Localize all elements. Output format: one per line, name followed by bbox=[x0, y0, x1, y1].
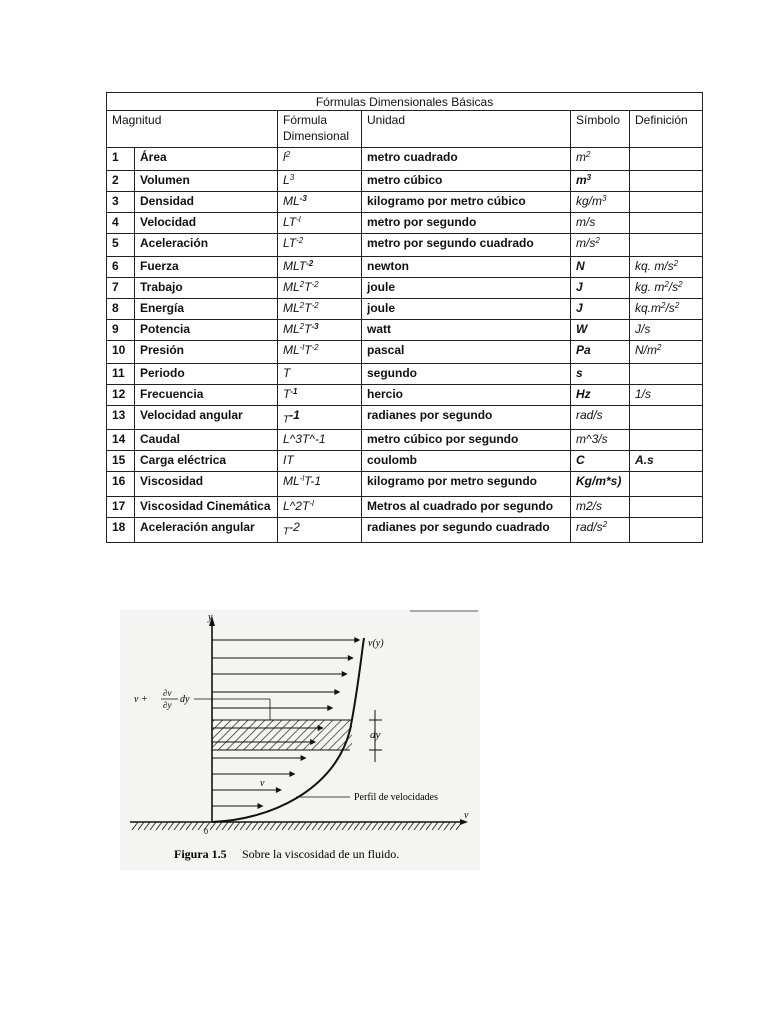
formula-cell: $T^{-1}$ bbox=[278, 385, 362, 406]
simbolo-cell: $m/s^2$ bbox=[571, 234, 630, 257]
simbolo-cell: rad/$s^2$ bbox=[571, 518, 630, 542]
table-row bbox=[107, 406, 703, 430]
formula-cell: $LT^{-l}$ bbox=[278, 213, 362, 234]
magnitud-cell: Densidad bbox=[135, 192, 278, 213]
unidad-cell: segundo bbox=[362, 364, 571, 385]
unidad-cell: joule bbox=[362, 299, 571, 320]
unidad-cell: metro cúbico por segundo bbox=[362, 430, 571, 451]
definicion-cell bbox=[630, 518, 703, 542]
unidad-cell: coulomb bbox=[362, 451, 571, 472]
simbolo-cell: N bbox=[571, 257, 630, 278]
formula-cell: $ML^2T^{-3}$ bbox=[278, 320, 362, 341]
table-row bbox=[107, 278, 703, 299]
magnitud-cell: Frecuencia bbox=[135, 385, 278, 406]
magnitud-cell: Viscosidad bbox=[135, 472, 278, 497]
definicion-cell bbox=[630, 497, 703, 518]
formula-cell: L^3T^-1 bbox=[278, 430, 362, 451]
magnitud-cell: Aceleración bbox=[135, 234, 278, 257]
curve-label: v(y) bbox=[368, 638, 384, 649]
definicion-cell bbox=[630, 364, 703, 385]
formula-cell: $ML^2T^{-2}$ bbox=[278, 278, 362, 299]
row-number-cell: 5 bbox=[107, 234, 135, 257]
definicion-cell: A.s bbox=[630, 451, 703, 472]
v-label: v bbox=[260, 778, 265, 789]
table-caption-row bbox=[107, 93, 703, 111]
simbolo-cell: s bbox=[571, 364, 630, 385]
row-number-cell: 9 bbox=[107, 320, 135, 341]
formula-cell: IT bbox=[278, 451, 362, 472]
unidad-cell: metro cuadrado bbox=[362, 148, 571, 171]
definicion-cell: kq. $m/s^2$ bbox=[630, 257, 703, 278]
row-number-cell: 18 bbox=[107, 518, 135, 542]
header-unidad: Unidad bbox=[362, 111, 571, 148]
formula-cell: $MLT^{-2}$ bbox=[278, 257, 362, 278]
table-row bbox=[107, 299, 703, 320]
simbolo-cell: C bbox=[571, 451, 630, 472]
simbolo-cell: J bbox=[571, 299, 630, 320]
table-row bbox=[107, 451, 703, 472]
definicion-cell: $N/m^2$ bbox=[630, 341, 703, 364]
formula-cell: $LT^{-2}$ bbox=[278, 234, 362, 257]
row-number-cell: 8 bbox=[107, 299, 135, 320]
row-number-cell: 13 bbox=[107, 406, 135, 430]
unidad-cell: radianes por segundo bbox=[362, 406, 571, 430]
dy-label: dy bbox=[370, 729, 381, 741]
magnitud-cell: Fuerza bbox=[135, 257, 278, 278]
formula-cell: T bbox=[278, 364, 362, 385]
simbolo-cell: rad/s bbox=[571, 406, 630, 430]
viscosity-figure bbox=[120, 610, 480, 870]
table-row bbox=[107, 364, 703, 385]
header-formula: Fórmula Dimensional bbox=[278, 111, 362, 148]
table-row bbox=[107, 320, 703, 341]
magnitud-cell: Velocidad angular bbox=[135, 406, 278, 430]
header-simbolo: Símbolo bbox=[571, 111, 630, 148]
simbolo-cell: Hz bbox=[571, 385, 630, 406]
unidad-cell: metro por segundo bbox=[362, 213, 571, 234]
magnitud-cell: Presión bbox=[135, 341, 278, 364]
origin-label: 0 bbox=[204, 827, 208, 836]
table-row bbox=[107, 213, 703, 234]
definicion-cell: 1/s bbox=[630, 385, 703, 406]
magnitud-cell: Velocidad bbox=[135, 213, 278, 234]
magnitud-cell: Periodo bbox=[135, 364, 278, 385]
unidad-cell: kilogramo por metro segundo bbox=[362, 472, 571, 497]
simbolo-cell: $m^2$ bbox=[571, 148, 630, 171]
dimensional-formulas-table bbox=[106, 92, 703, 543]
fluid-layer-hatch bbox=[212, 720, 352, 750]
header-definicion: Definición bbox=[630, 111, 703, 148]
formula-cell: $_T$-1 bbox=[278, 406, 362, 430]
table-row bbox=[107, 257, 703, 278]
definicion-cell bbox=[630, 148, 703, 171]
row-number-cell: 11 bbox=[107, 364, 135, 385]
formula-cell: $ML^{-l}T-1$ bbox=[278, 472, 362, 497]
simbolo-cell: J bbox=[571, 278, 630, 299]
figure-caption-text: Sobre la viscosidad de un fluido. bbox=[242, 847, 400, 861]
magnitud-cell: Volumen bbox=[135, 171, 278, 192]
simbolo-cell: $m^3$ bbox=[571, 171, 630, 192]
definicion-cell bbox=[630, 171, 703, 192]
profile-label: Perfil de velocidades bbox=[354, 792, 438, 803]
table-row bbox=[107, 518, 703, 542]
definicion-cell bbox=[630, 406, 703, 430]
magnitud-cell: Trabajo bbox=[135, 278, 278, 299]
unidad-cell: hercio bbox=[362, 385, 571, 406]
formula-cell: $ML^2T^{-2}$ bbox=[278, 299, 362, 320]
simbolo-cell: m2/s bbox=[571, 497, 630, 518]
row-number-cell: 4 bbox=[107, 213, 135, 234]
definicion-cell bbox=[630, 472, 703, 497]
y-axis-label: y bbox=[208, 612, 213, 623]
unidad-cell: newton bbox=[362, 257, 571, 278]
eq-label-dy: ∂y bbox=[163, 700, 172, 710]
magnitud-cell: Carga eléctrica bbox=[135, 451, 278, 472]
magnitud-cell: Área bbox=[135, 148, 278, 171]
table-row bbox=[107, 430, 703, 451]
simbolo-cell: Pa bbox=[571, 341, 630, 364]
table-row bbox=[107, 148, 703, 171]
x-axis-label: v bbox=[464, 810, 469, 821]
definicion-cell bbox=[630, 192, 703, 213]
magnitud-cell: Aceleración angular bbox=[135, 518, 278, 542]
table-header-row bbox=[107, 111, 703, 148]
formula-cell: $ML^{-3}$ bbox=[278, 192, 362, 213]
definicion-cell bbox=[630, 213, 703, 234]
row-number-cell: 10 bbox=[107, 341, 135, 364]
unidad-cell: pascal bbox=[362, 341, 571, 364]
definicion-cell: kg. $m^2/s^2$ bbox=[630, 278, 703, 299]
row-number-cell: 16 bbox=[107, 472, 135, 497]
definicion-cell bbox=[630, 430, 703, 451]
row-number-cell: 17 bbox=[107, 497, 135, 518]
unidad-cell: watt bbox=[362, 320, 571, 341]
formula-cell: $_T$-2 bbox=[278, 518, 362, 542]
definicion-cell: $kq.m^2/s^2$ bbox=[630, 299, 703, 320]
unidad-cell: Metros al cuadrado por segundo bbox=[362, 497, 571, 518]
magnitud-cell: Caudal bbox=[135, 430, 278, 451]
magnitud-cell: Potencia bbox=[135, 320, 278, 341]
simbolo-cell: Kg/m*s) bbox=[571, 472, 630, 497]
row-number-cell: 7 bbox=[107, 278, 135, 299]
simbolo-cell: W bbox=[571, 320, 630, 341]
row-number-cell: 1 bbox=[107, 148, 135, 171]
table-row bbox=[107, 341, 703, 364]
row-number-cell: 14 bbox=[107, 430, 135, 451]
formula-cell: $L^3$ bbox=[278, 171, 362, 192]
table-row bbox=[107, 192, 703, 213]
table-title: Fórmulas Dimensionales Básicas bbox=[107, 93, 703, 111]
unidad-cell: metro cúbico bbox=[362, 171, 571, 192]
table-row bbox=[107, 171, 703, 192]
table-row bbox=[107, 234, 703, 257]
row-number-cell: 2 bbox=[107, 171, 135, 192]
simbolo-cell: $kg/m^3$ bbox=[571, 192, 630, 213]
row-number-cell: 6 bbox=[107, 257, 135, 278]
definicion-cell: J/s bbox=[630, 320, 703, 341]
table-body bbox=[107, 148, 703, 543]
unidad-cell: metro por segundo cuadrado bbox=[362, 234, 571, 257]
table-row bbox=[107, 385, 703, 406]
unidad-cell: kilogramo por metro cúbico bbox=[362, 192, 571, 213]
header-magnitud: Magnitud bbox=[107, 111, 278, 148]
eq-label-dv: ∂v bbox=[163, 688, 172, 698]
table-row bbox=[107, 472, 703, 497]
table-row bbox=[107, 497, 703, 518]
row-number-cell: 12 bbox=[107, 385, 135, 406]
row-number-cell: 15 bbox=[107, 451, 135, 472]
figure-caption-number: Figura 1.5 bbox=[174, 847, 227, 861]
eq-label-tail: dy bbox=[180, 694, 190, 705]
unidad-cell: radianes por segundo cuadrado bbox=[362, 518, 571, 542]
formula-cell: $l^2$ bbox=[278, 148, 362, 171]
magnitud-cell: Viscosidad Cinemática bbox=[135, 497, 278, 518]
eq-label-v: v + bbox=[134, 694, 148, 705]
formula-cell: $ML^{-l}T^{-2}$ bbox=[278, 341, 362, 364]
magnitud-cell: Energía bbox=[135, 299, 278, 320]
row-number-cell: 3 bbox=[107, 192, 135, 213]
unidad-cell: joule bbox=[362, 278, 571, 299]
definicion-cell bbox=[630, 234, 703, 257]
simbolo-cell: m/s bbox=[571, 213, 630, 234]
formula-cell: $L\^{}2T^{-l}$ bbox=[278, 497, 362, 518]
simbolo-cell: m^3/s bbox=[571, 430, 630, 451]
